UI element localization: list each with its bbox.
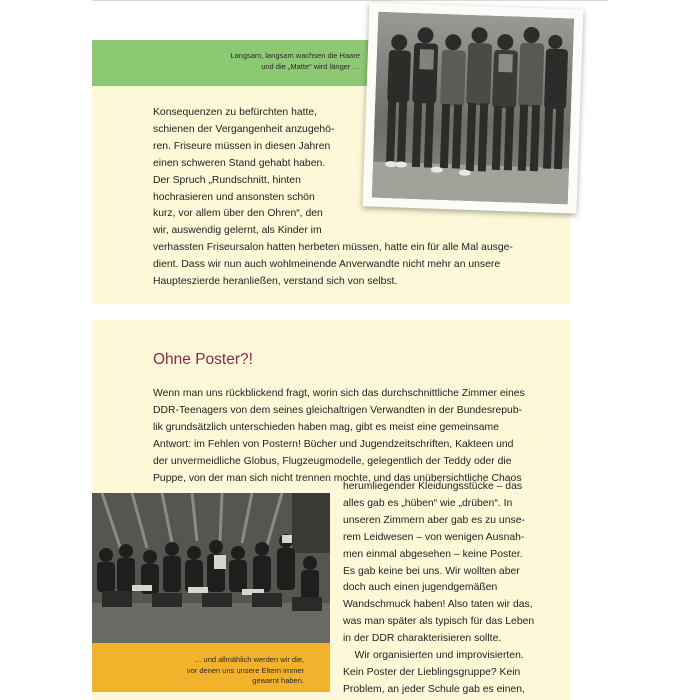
group-sitting-photo-image — [92, 493, 330, 643]
paragraph-narrow-intro — [153, 105, 363, 223]
text-line: unseren Zimmern aber gab es zu unse- — [343, 514, 525, 526]
text-line: alles gab es „hüben“ wie „drüben“. In — [343, 497, 513, 509]
photo-caption-bar — [92, 40, 370, 86]
text-line: Antwort: im Fehlen von Postern! Bücher und Jugendzeitschriften, Kakteen und — [153, 438, 514, 450]
text-line: Wir organisierten und improvisierten. — [343, 650, 524, 662]
photo-caption-bar-bottom — [92, 643, 330, 692]
text-line: Problem, an jeder Schule gab es einen, — [343, 683, 525, 695]
text-line: Puppe, von der man sich nicht trennen mochte, und das unübersichtliche Chaos — [153, 472, 522, 484]
photo-caption-line: vor denen uns unsere Eltern immer — [186, 665, 304, 675]
text-line: DDR-Teenagers von dem seines gleichaltrigen Verwandten in der Bundesrepub- — [153, 404, 523, 416]
photo-caption — [120, 50, 360, 72]
paragraph-wide-continuation — [153, 223, 548, 291]
text-line: men einmal abgesehen – keine Poster. — [343, 548, 523, 560]
group-sitting-photo — [92, 493, 330, 643]
text-line: wir, auswendig gelernt, als Kinder im — [153, 225, 322, 236]
text-line: Wandschmuck haben! Also taten wir das, — [343, 599, 533, 611]
text-line: herumliegender Kleidungsstücke – das — [343, 481, 523, 492]
text-line: Kein Poster der Lieblingsgruppe? Kein — [343, 666, 521, 678]
text-line: der unvermeidliche Globus, Flugzeugmodelle, gelegentlich der Teddy oder die — [153, 455, 512, 467]
text-line: Haupteszierde heranließen, verstand sich von selbst. — [153, 275, 398, 287]
text-line: schienen der Vergangenheit anzugehö- — [153, 123, 335, 135]
text-line: lik grundsätzlich unterschieden haben mag, gibt es meist eine gemeinsame — [153, 421, 499, 433]
teen-group-photo — [363, 2, 584, 213]
text-line: in der DDR charakterisieren sollte. — [343, 633, 502, 645]
text-line: Konsequenzen zu befürchten hatte, — [153, 107, 318, 118]
section-paragraph-wide — [153, 386, 553, 487]
section-paragraph-narrow — [343, 479, 555, 699]
photo-caption-line: … und allmählich werden wir die, — [193, 655, 304, 664]
text-line: kurz, vor allem über den Ohren“, den — [153, 208, 323, 220]
text-line: verhassten Friseursalon hatten herbeten müssen, hatte ein für alle Mal ausge- — [153, 241, 513, 253]
text-line: was man später als typisch für das Leben — [343, 616, 535, 628]
text-line: einen schweren Stand gehabt haben. — [153, 157, 326, 169]
text-line: Wenn man uns rückblickend fragt, worin sich das durchschnittliche Zimmer eines — [153, 388, 525, 399]
text-line: dient. Dass wir nun auch wohlmeinende Anverwandte nicht mehr an unsere — [153, 258, 501, 270]
text-line: rem Leidwesen – von wenigen Ausnah- — [343, 531, 525, 543]
photo-caption-line: Langsam, langsam wachsen die Haare — [230, 51, 360, 60]
text-line: Es gab keine bei uns. Wir wollten aber — [343, 565, 520, 577]
text-line: ren. Friseure müssen in diesen Jahren — [153, 140, 331, 152]
teen-group-photo-image — [372, 12, 574, 205]
photo-caption-line: gewarnt haben. — [252, 676, 304, 685]
text-line: hochrasieren und ansonsten schön — [153, 191, 315, 203]
top-divider-line — [92, 0, 608, 1]
photo-caption-bottom — [92, 655, 304, 687]
section-heading: Ohne Poster?! — [153, 351, 253, 368]
photo-caption-line: und die „Matte“ wird länger … — [261, 62, 360, 71]
text-line: doch auch einen jugendgemäßen — [343, 582, 498, 594]
text-line: Der Spruch „Rundschnitt, hinten — [153, 174, 301, 186]
